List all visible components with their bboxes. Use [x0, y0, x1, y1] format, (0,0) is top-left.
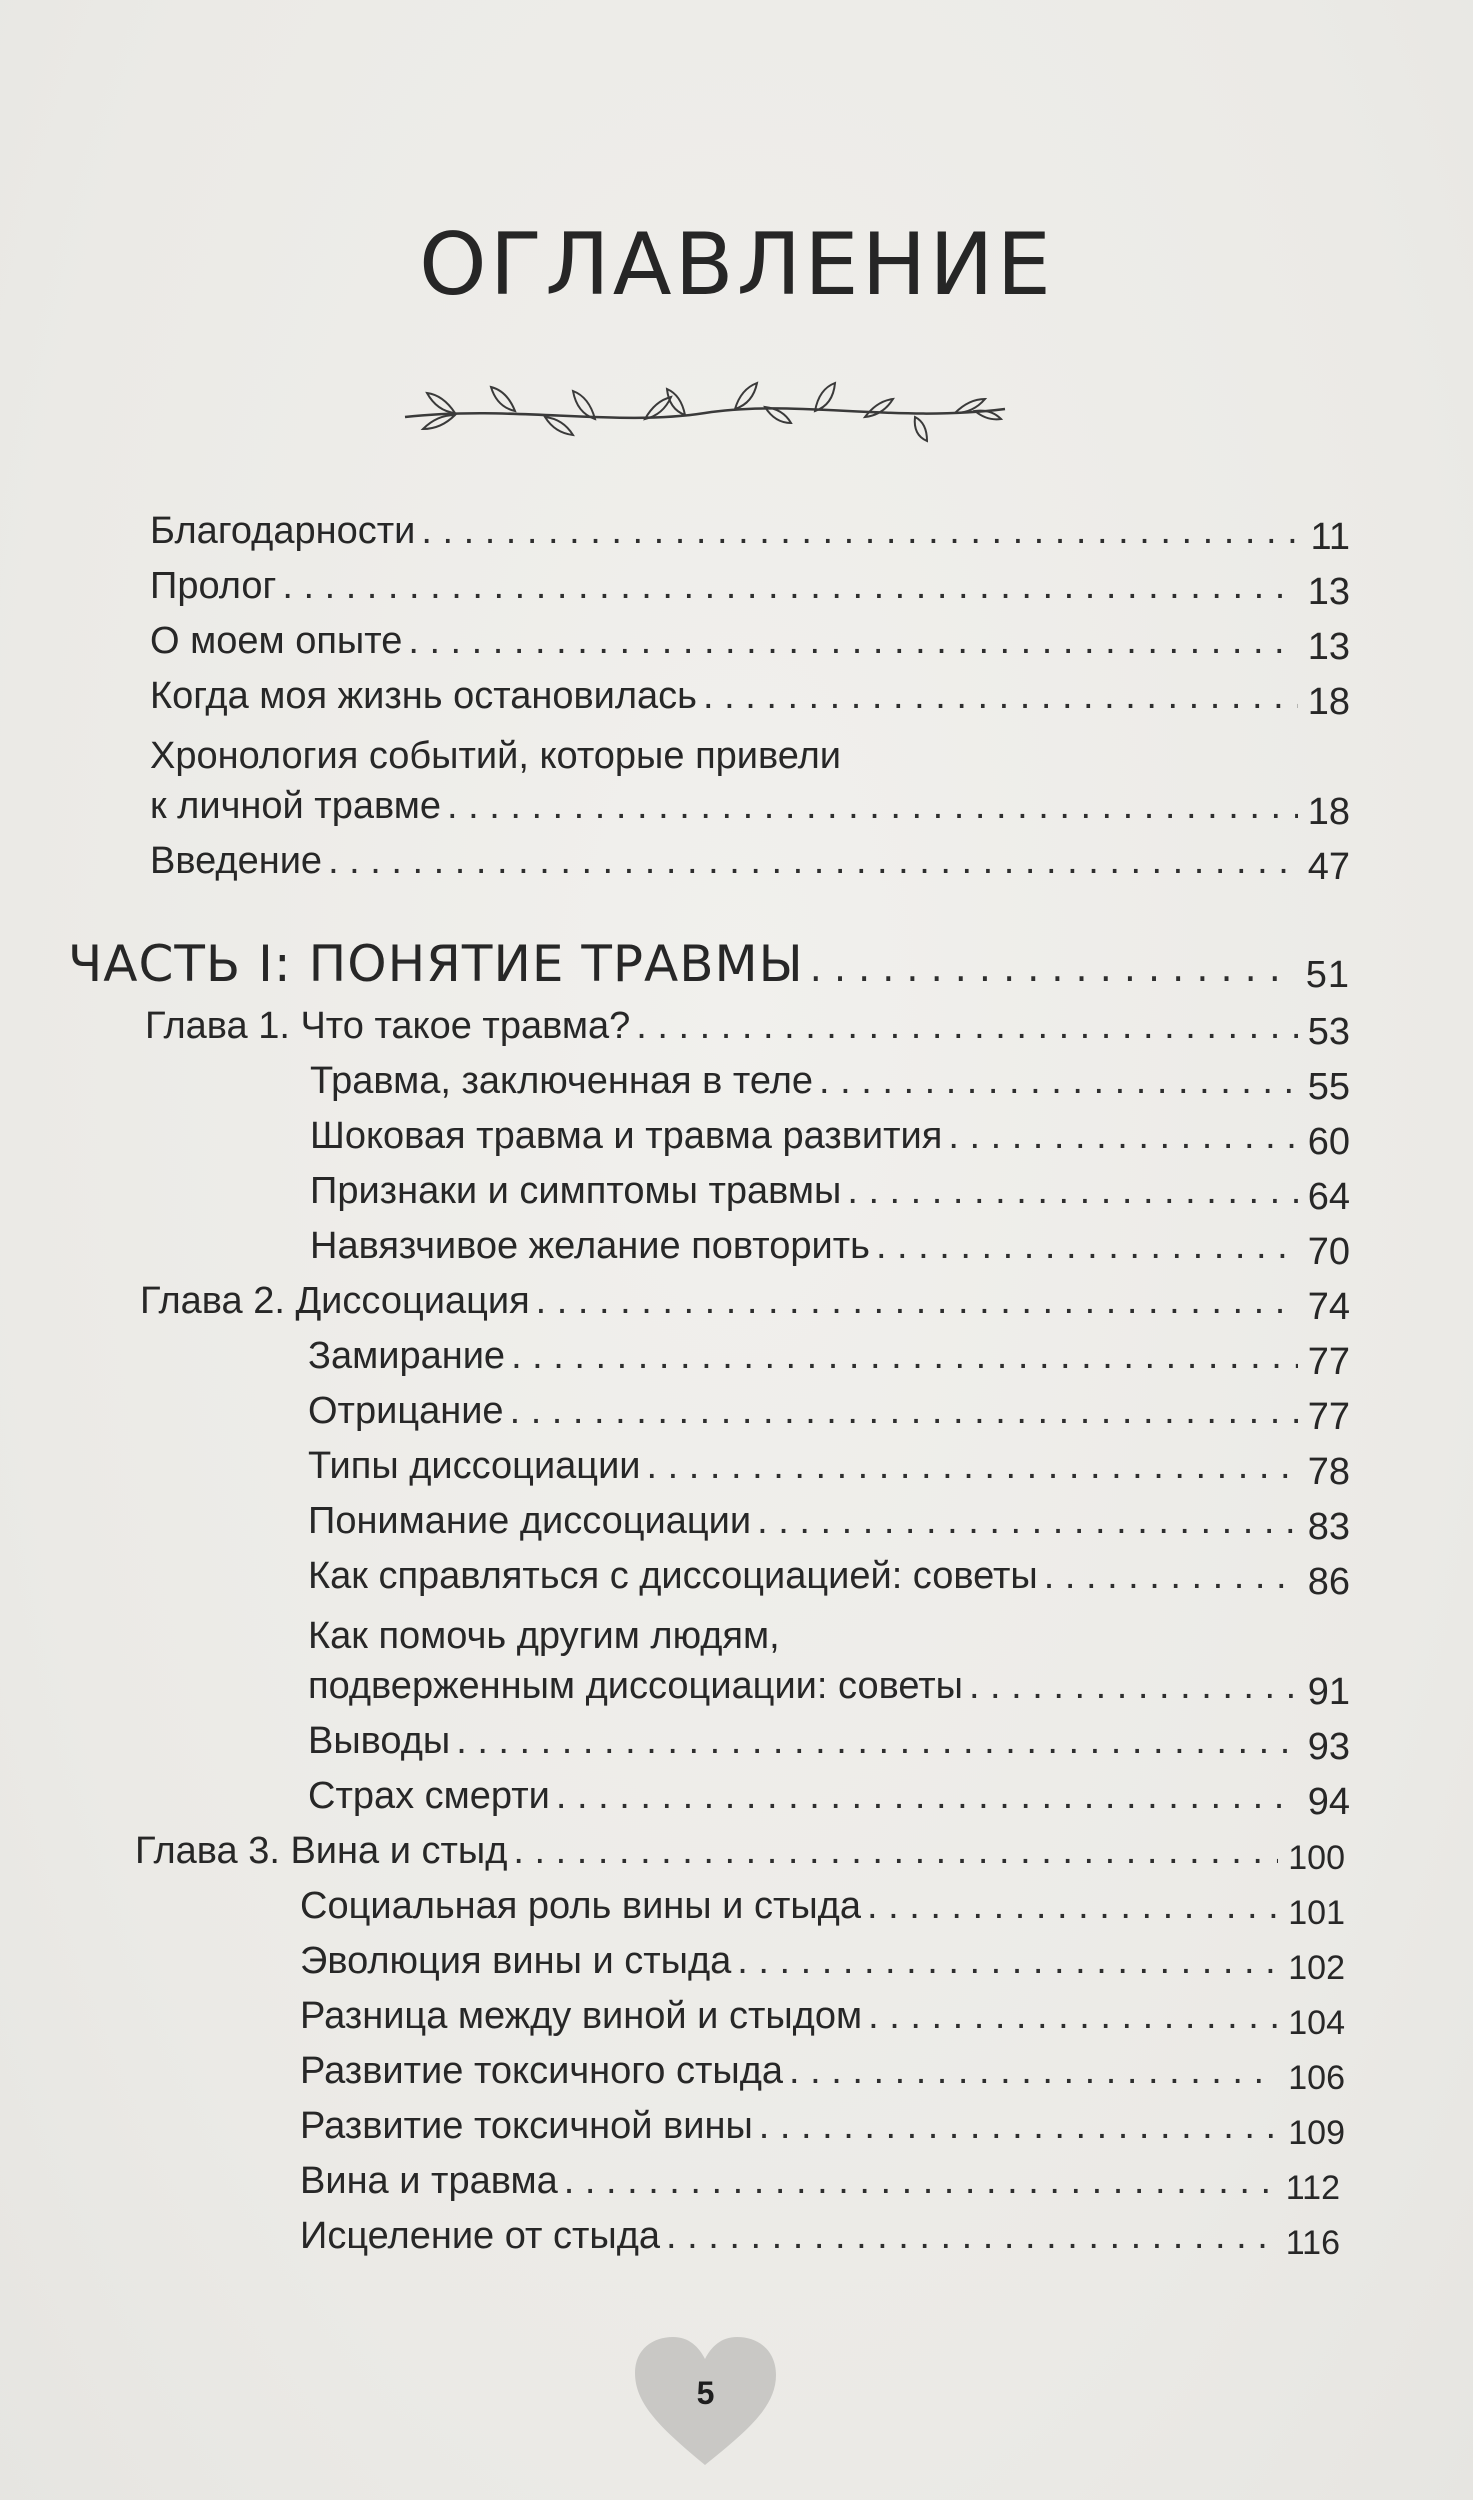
toc-section[interactable]: [310, 1115, 1350, 1163]
toc-entry-chronology[interactable]: [150, 785, 1350, 833]
leader-dots: [666, 2215, 1276, 2258]
toc-part-label: ЧАСТЬ I: ПОНЯТИЕ ТРАВМЫ: [68, 935, 804, 993]
toc-entry-label: Введение: [150, 840, 323, 882]
toc-page-number: 93: [1307, 1726, 1350, 1768]
toc-page-number: 60: [1307, 1121, 1350, 1163]
toc-section[interactable]: [300, 1995, 1345, 2042]
leader-dots: [447, 785, 1298, 828]
toc-section[interactable]: [308, 1555, 1350, 1603]
toc-page-number: 86: [1307, 1561, 1350, 1603]
toc-page-number: 91: [1307, 1671, 1350, 1713]
leader-dots: [810, 946, 1296, 990]
toc-page-number: 78: [1307, 1451, 1350, 1493]
leader-dots: [513, 1830, 1278, 1873]
toc-section-label: Развитие токсичной вины: [300, 2105, 753, 2147]
leader-dots: [564, 2160, 1276, 2203]
toc-section-label: подверженным диссоциации: советы: [308, 1665, 963, 1707]
toc-page-number: 101: [1288, 1894, 1345, 1932]
toc-chapter-1[interactable]: [145, 1005, 1350, 1053]
toc-section-label: Страх смерти: [308, 1775, 550, 1817]
toc-entry-prologue[interactable]: [150, 565, 1350, 613]
toc-section[interactable]: [308, 1665, 1350, 1713]
toc-section[interactable]: [308, 1720, 1350, 1768]
toc-entry-label: Благодарности: [150, 510, 416, 552]
leader-dots: [759, 2105, 1279, 2148]
leader-dots: [456, 1720, 1298, 1763]
leader-dots: [867, 1885, 1278, 1928]
toc-section[interactable]: [300, 2160, 1340, 2207]
toc-page-number: 13: [1307, 626, 1350, 668]
toc-section-line1[interactable]: Как помочь другим людям,: [308, 1615, 780, 1657]
toc-section-label: Исцеление от стыда: [300, 2215, 661, 2257]
toc-section-label: Социальная роль вины и стыда: [300, 1885, 861, 1927]
leader-dots: [556, 1775, 1298, 1818]
toc-page-number: 53: [1307, 1011, 1350, 1053]
toc-part-1[interactable]: [68, 935, 1350, 996]
leader-dots: [328, 840, 1298, 883]
toc-entry-introduction[interactable]: [150, 840, 1350, 888]
leader-dots: [847, 1170, 1297, 1213]
leader-dots: [536, 1280, 1298, 1323]
toc-page-number: 74: [1307, 1286, 1350, 1328]
toc-section[interactable]: [308, 1445, 1350, 1493]
toc-section-label: Эволюция вины и стыда: [300, 1940, 732, 1982]
toc-entry-life-stopped[interactable]: [150, 675, 1350, 723]
toc-page-number: 109: [1288, 2114, 1345, 2152]
leader-dots: [948, 1115, 1297, 1158]
toc-page-number: 104: [1288, 2004, 1345, 2042]
leader-dots: [789, 2050, 1278, 2093]
toc-entry-label: О моем опыте: [150, 620, 403, 662]
leader-dots: [868, 1995, 1278, 2038]
toc-page-number: 70: [1307, 1231, 1350, 1273]
toc-page-number: 18: [1307, 681, 1350, 723]
page-title: ОГЛАВЛЕНИЕ: [419, 215, 1054, 315]
toc-section-label: Вина и травма: [300, 2160, 558, 2202]
page-number: 5: [696, 2375, 715, 2411]
toc-chapter-3[interactable]: [135, 1830, 1345, 1877]
toc-page-number: 94: [1307, 1781, 1350, 1823]
toc-section-label: Выводы: [308, 1720, 451, 1762]
toc-section-label: Развитие токсичного стыда: [300, 2050, 783, 2092]
toc-entry-chronology-line1[interactable]: Хронология событий, которые привели: [150, 735, 842, 777]
leader-dots: [819, 1060, 1298, 1103]
toc-chapter-label: Глава 1. Что такое травма?: [145, 1005, 631, 1047]
leader-dots: [647, 1445, 1298, 1488]
leader-dots: [408, 620, 1297, 663]
toc-section[interactable]: [300, 1885, 1345, 1932]
toc-chapter-2[interactable]: [140, 1280, 1350, 1328]
toc-page-number: 77: [1307, 1341, 1350, 1383]
toc-section[interactable]: [310, 1170, 1350, 1218]
toc-entry-label: Когда моя жизнь остановилась: [150, 675, 697, 717]
leader-dots: [282, 565, 1297, 608]
toc-page-number: 77: [1307, 1396, 1350, 1438]
toc-section[interactable]: [300, 2105, 1345, 2152]
toc-section[interactable]: [310, 1225, 1350, 1273]
toc-section[interactable]: [300, 2050, 1345, 2097]
toc-section[interactable]: [308, 1390, 1350, 1438]
toc-entry-label: Пролог: [150, 565, 277, 607]
toc-page-number: 102: [1288, 1949, 1345, 1987]
toc-section-label: Шоковая травма и травма развития: [310, 1115, 943, 1157]
toc-chapter-label: Глава 2. Диссоциация: [140, 1280, 530, 1322]
toc-page-number: 55: [1307, 1066, 1350, 1108]
toc-section[interactable]: [300, 2215, 1340, 2262]
toc-page-number: 13: [1307, 571, 1350, 613]
toc-section-label: Отрицание: [308, 1390, 504, 1432]
toc-page-number: 116: [1285, 2224, 1340, 2262]
toc-entry-label: к личной травме: [150, 785, 441, 827]
toc-section-label: Травма, заключенная в теле: [310, 1060, 813, 1102]
leader-dots: [876, 1225, 1298, 1268]
toc-page-number: 112: [1285, 2169, 1340, 2207]
toc-page-number: 100: [1288, 1839, 1345, 1877]
toc-entry-my-experience[interactable]: [150, 620, 1350, 668]
leaf-ornament-icon: [395, 375, 1015, 445]
toc-page-number: 11: [1310, 516, 1350, 558]
toc-section-label: Понимание диссоциации: [308, 1500, 752, 1542]
toc-page-number: 18: [1307, 791, 1350, 833]
toc-page-number: 106: [1288, 2059, 1345, 2097]
toc-page-number: 64: [1307, 1176, 1350, 1218]
leader-dots: [703, 675, 1298, 718]
toc-page-number: 83: [1307, 1506, 1350, 1548]
leader-dots: [636, 1005, 1297, 1048]
toc-section[interactable]: [300, 1940, 1345, 1987]
leader-dots: [510, 1390, 1298, 1433]
toc-section-label: Разница между виной и стыдом: [300, 1995, 863, 2037]
toc-entry-acknowledgements[interactable]: [150, 510, 1350, 558]
toc-section-label: Навязчивое желание повторить: [310, 1225, 870, 1267]
leader-dots: [969, 1665, 1298, 1708]
toc-page-number: 47: [1307, 846, 1350, 888]
leader-dots: [1044, 1555, 1298, 1598]
toc-section[interactable]: [310, 1060, 1350, 1108]
toc-section-label: Признаки и симптомы травмы: [310, 1170, 842, 1212]
toc-section[interactable]: [308, 1500, 1350, 1548]
toc-section-label: Как справляться с диссоциацией: советы: [308, 1555, 1038, 1597]
toc-section[interactable]: [308, 1775, 1350, 1823]
toc-chapter-label: Глава 3. Вина и стыд: [135, 1830, 508, 1872]
leader-dots: [511, 1335, 1298, 1378]
toc-section[interactable]: [308, 1335, 1350, 1383]
leader-dots: [421, 510, 1300, 553]
toc-page-number: 51: [1305, 954, 1350, 996]
toc-section-label: Типы диссоциации: [308, 1445, 641, 1487]
leader-dots: [757, 1500, 1298, 1543]
leader-dots: [737, 1940, 1278, 1983]
toc-section-label: Замирание: [308, 1335, 506, 1377]
